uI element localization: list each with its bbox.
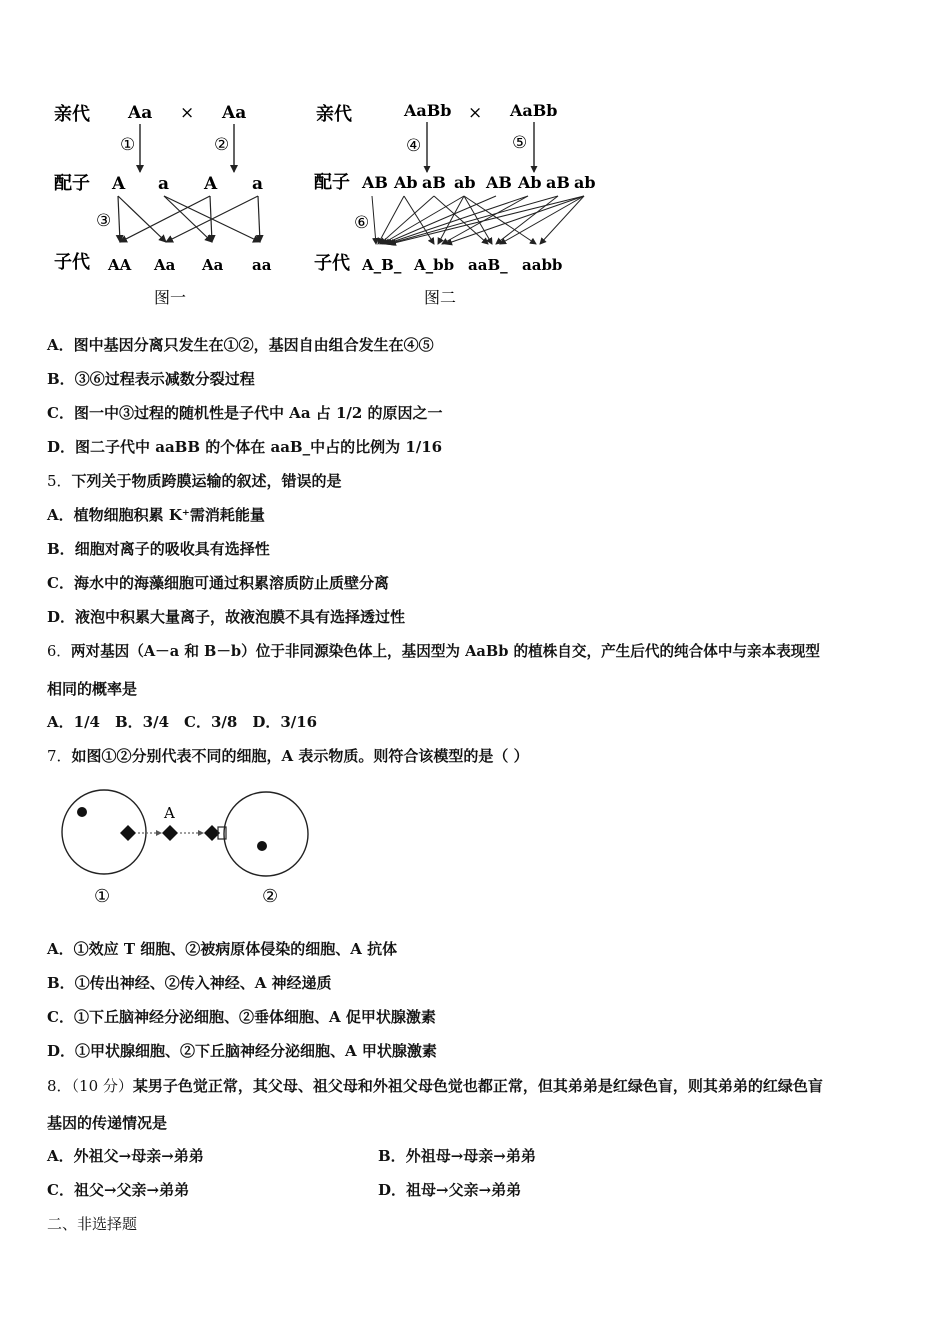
q6-options: A．1/4 B．3/4 C．3/8 D．3/16 <box>47 713 318 731</box>
step-4-label: ④ <box>406 136 422 156</box>
q8-option-b: B．外祖母→母亲→弟弟 <box>378 1147 536 1165</box>
gamete: aB <box>422 173 446 192</box>
q7-option-d: D．①甲状腺细胞、②下丘脑神经分泌细胞、A 甲状腺激素 <box>47 1042 437 1060</box>
q7-stem: 7．如图①②分别代表不同的细胞，A 表示物质。则符合该模型的是（ ） <box>47 747 529 765</box>
q4-option-c: C．图一中③过程的随机性是子代中 Aa 占 1/2 的原因之一 <box>47 404 443 422</box>
gamete: A <box>204 174 218 194</box>
gamete: A <box>112 174 126 194</box>
figure-caption: 图二 <box>424 288 457 307</box>
q4-option-d: D．图二子代中 aaBB 的个体在 aaB_中占的比例为 1/16 <box>47 438 443 456</box>
q7-cell-diagram <box>58 782 318 912</box>
offspring: Aa <box>154 256 176 274</box>
gamete: Ab <box>518 173 542 192</box>
offspring: Aa <box>202 256 224 274</box>
figure-caption: 图一 <box>154 288 187 307</box>
cell-2-label: ② <box>262 886 279 907</box>
offspring: A_B_ <box>362 256 402 274</box>
signal-molecule-in-cell-1 <box>120 825 136 841</box>
fertilization-arrows <box>118 196 260 242</box>
q8-option-c: C．祖父→父亲→弟弟 <box>47 1181 190 1199</box>
step-3-label: ③ <box>96 211 112 231</box>
offspring: AA <box>108 256 132 274</box>
step-6-label: ⑥ <box>354 213 370 233</box>
gamete: ab <box>454 173 476 192</box>
q8-option-a: A．外祖父→母亲→弟弟 <box>47 1147 204 1165</box>
section-heading: 二、非选择题 <box>47 1215 138 1233</box>
q8-stem-cont: 基因的传递情况是 <box>47 1114 168 1132</box>
q5-option-c: C．海水中的海藻细胞可通过积累溶质防止质壁分离 <box>47 574 389 592</box>
q5-option-d: D．液泡中积累大量离子，故液泡膜不具有选择透过性 <box>47 608 406 626</box>
q6-stem: 6．两对基因（A－a 和 B－b）位于非同源染色体上，基因型为 AaBb 的植株自交，产生后代的纯合体中与亲本表现型 <box>47 643 820 660</box>
q5-stem: 5．下列关于物质跨膜运输的叙述，错误的是 <box>47 472 342 490</box>
gamete: Ab <box>394 173 418 192</box>
cell-2 <box>224 792 308 876</box>
q7-option-a: A．①效应 T 细胞、②被病原体侵染的细胞、A 抗体 <box>47 940 398 958</box>
fertilization-arrows <box>372 196 584 244</box>
offspring: aaB_ <box>468 256 508 274</box>
parent-genotype-1: Aa <box>128 103 153 123</box>
gamete: ab <box>574 173 596 192</box>
offspring-label: 子代 <box>314 253 350 274</box>
q7-option-c: C．①下丘脑神经分泌细胞、②垂体细胞、A 促甲状腺激素 <box>47 1008 436 1026</box>
cell-2-nucleus <box>257 841 267 851</box>
gamete: aB <box>546 173 570 192</box>
parent-genotype-2: Aa <box>222 103 247 123</box>
offspring: aabb <box>522 256 563 274</box>
cross-symbol: × <box>180 103 195 123</box>
figure-1-diagram <box>48 92 288 314</box>
gamete: a <box>252 174 264 194</box>
q7-option-b: B．①传出神经、②传入神经、A 神经递质 <box>47 974 332 992</box>
parent-label: 亲代 <box>54 104 90 125</box>
step-1-label: ① <box>120 135 136 155</box>
gamete-label: 配子 <box>54 173 90 194</box>
figure-2-diagram <box>310 92 610 314</box>
parent-genotype-2: AaBb <box>510 101 558 120</box>
q5-option-a: A．植物细胞积累 K⁺需消耗能量 <box>47 506 265 524</box>
q8-option-d: D．祖母→父亲→弟弟 <box>378 1181 522 1199</box>
gamete: a <box>158 174 170 194</box>
step-2-label: ② <box>214 135 230 155</box>
step-5-label: ⑤ <box>512 133 528 153</box>
cell-1-label: ① <box>94 886 111 907</box>
q4-option-a: A．图中基因分离只发生在①②，基因自由组合发生在④⑤ <box>47 336 434 354</box>
gamete-label: 配子 <box>314 172 350 193</box>
gamete: AB <box>362 173 388 192</box>
cross-symbol: × <box>468 103 483 123</box>
parent-genotype-1: AaBb <box>404 101 452 120</box>
q6-stem-cont: 相同的概率是 <box>47 680 138 698</box>
q8-stem: 8．（10 分）某男子色觉正常，其父母、祖父母和外祖父母色觉也都正常，但其弟弟是红绿色盲，则其弟弟的红绿色盲 <box>47 1077 823 1095</box>
gamete: AB <box>486 173 512 192</box>
offspring: aa <box>252 256 272 274</box>
offspring: A_bb <box>414 256 455 274</box>
parent-label: 亲代 <box>316 104 352 125</box>
q5-option-b: B．细胞对离子的吸收具有选择性 <box>47 540 270 558</box>
q4-option-b: B．③⑥过程表示减数分裂过程 <box>47 370 255 388</box>
offspring-label: 子代 <box>54 252 90 273</box>
cell-1-nucleus <box>77 807 87 817</box>
substance-a-label: A <box>164 804 175 822</box>
substance-a-molecule <box>162 825 178 841</box>
